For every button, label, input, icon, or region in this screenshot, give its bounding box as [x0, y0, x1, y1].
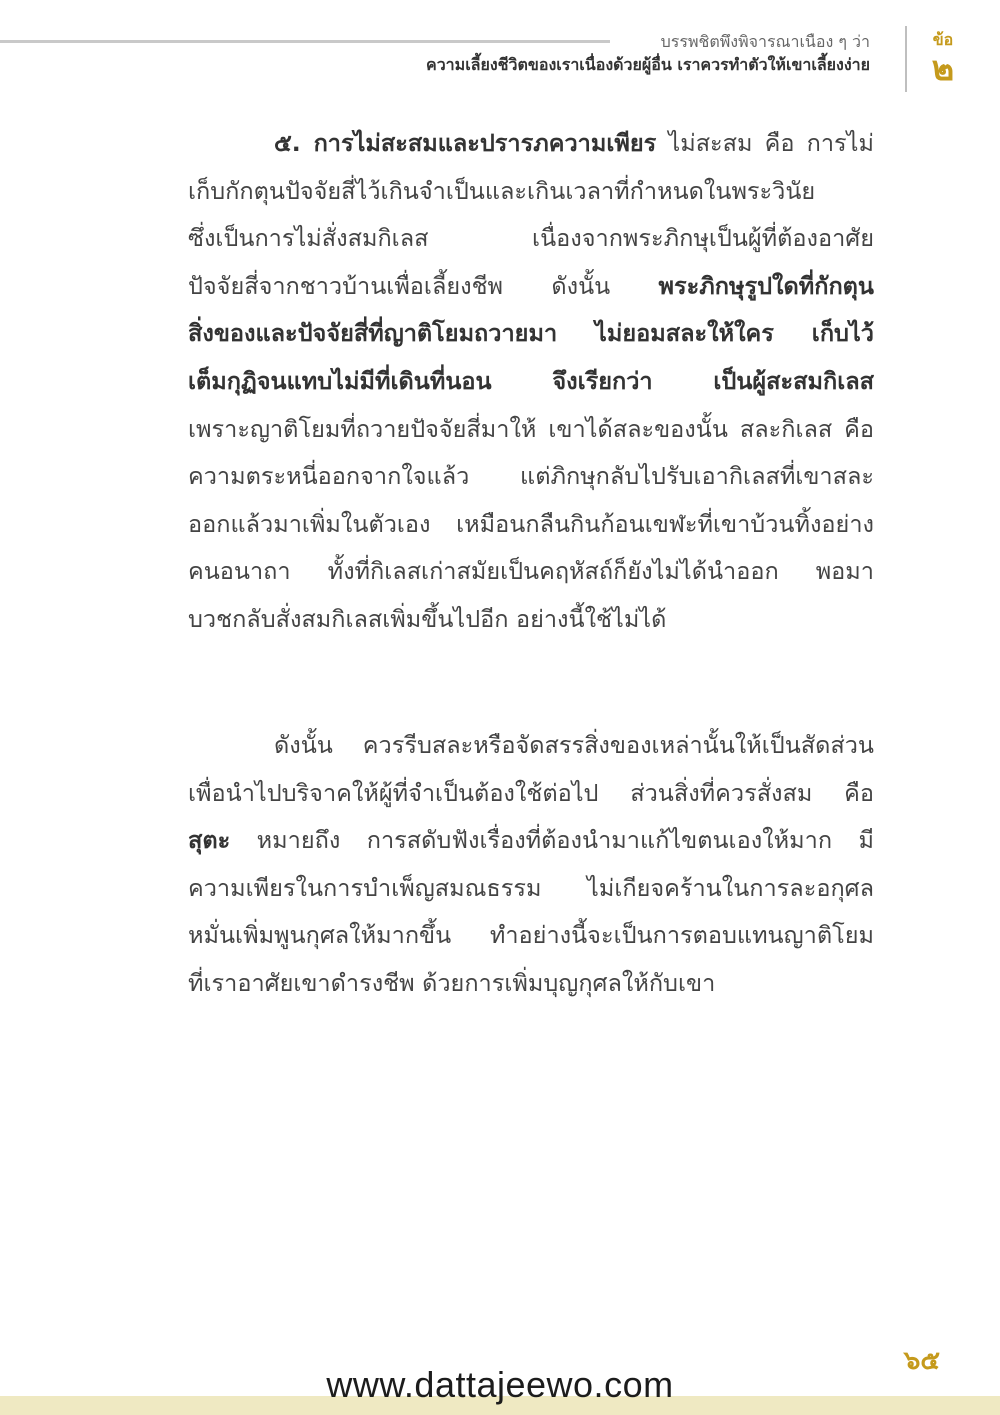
header-line-1: บรรพชิตพึงพิจารณาเนือง ๆ ว่า — [660, 32, 870, 51]
text-line: เพื่อนำไปบริจาคให้ผู้ที่จำเป็นต้องใช้ต่อไป ส่วนสิ่งที่ควรสั่งสม คือ — [188, 778, 874, 807]
text-line-bold: เต็มกุฏิจนแทบไม่มีที่เดินที่นอน จึงเรียกว่า เป็นผู้สะสมกิเลส — [188, 366, 874, 395]
text-line: เพราะญาติโยมที่ถวายปัจจัยสี่มาให้ เขาได้สละของนั้น สละกิเลส คือ — [188, 414, 874, 443]
text-line: ความเพียรในการบำเพ็ญสมณธรรม ไม่เกียจคร้านในการละอกุศล — [188, 873, 874, 902]
text-line: ปัจจัยสี่จากชาวบ้านเพื่อเลี้ยงชีพ ดังนั้น พระภิกษุรูปใดที่กักตุน — [188, 271, 874, 300]
text-line: ดังนั้น ควรรีบสละหรือจัดสรรสิ่งของเหล่านั้นให้เป็นสัดส่วน — [274, 731, 874, 759]
term-suta: สุตะ — [188, 826, 231, 855]
paragraph-1 — [188, 120, 874, 644]
text-line: หมั่นเพิ่มพูนกุศลให้มากขึ้น ทำอย่างนี้จะเป็นการตอบแทนญาติโยม — [188, 921, 874, 950]
chapter-label: ข้อ — [932, 30, 954, 49]
text-line: ที่เราอาศัยเขาดำรงชีพ ด้วยการเพิ่มบุญกุศลให้กับเขา — [188, 968, 716, 997]
section-heading: ๕. การไม่สะสมและปรารภความเพียร — [274, 129, 657, 157]
text-line: ๕. การไม่สะสมและปรารภความเพียร ไม่สะสม คือ การไม่ — [274, 129, 874, 157]
text-line-bold: สิ่งของและปัจจัยสี่ที่ญาติโยมถวายมา ไม่ยอมสละให้ใคร เก็บไว้ — [188, 319, 874, 348]
paragraph-2 — [188, 722, 874, 1008]
text-line: สุตะ หมายถึง การสดับฟังเรื่องที่ต้องนำมาแก้ไขตนเองให้มาก มี — [188, 826, 874, 855]
header-line-2: ความเลี้ยงชีวิตของเราเนื่องด้วยผู้อื่น เราควรทำตัวให้เขาเลี้ยงง่าย — [425, 55, 870, 74]
text-line: บวชกลับสั่งสมกิเลสเพิ่มขึ้นไปอีก อย่างนี้ใช้ไม่ได้ — [188, 604, 667, 633]
watermark-url: www.dattajeewo.com — [326, 1364, 674, 1405]
chapter-number: ๒ — [931, 49, 955, 89]
text-line: ซึ่งเป็นการไม่สั่งสมกิเลส เนื่องจากพระภิกษุเป็นผู้ที่ต้องอาศัย — [188, 224, 874, 253]
header-divider — [905, 26, 907, 92]
text-line: ออกแล้วมาเพิ่มในตัวเอง เหมือนกลืนกินก้อนเขฬะที่เขาบ้วนทิ้งอย่าง — [188, 509, 874, 538]
text-line: คนอนาถา ทั้งที่กิเลสเก่าสมัยเป็นคฤหัสถ์ก็ยังไม่ได้นำออก พอมา — [188, 557, 874, 586]
text-line: เก็บกักตุนปัจจัยสี่ไว้เกินจำเป็นและเกินเวลาที่กำหนดในพระวินัย — [188, 176, 816, 205]
page-number: ๖๕ — [903, 1346, 940, 1376]
text-line: ความตระหนี่ออกจากใจแล้ว แต่ภิกษุกลับไปรับเอากิเลสที่เขาสละ — [188, 462, 874, 491]
running-header — [426, 30, 870, 76]
chapter-marker — [918, 30, 968, 88]
